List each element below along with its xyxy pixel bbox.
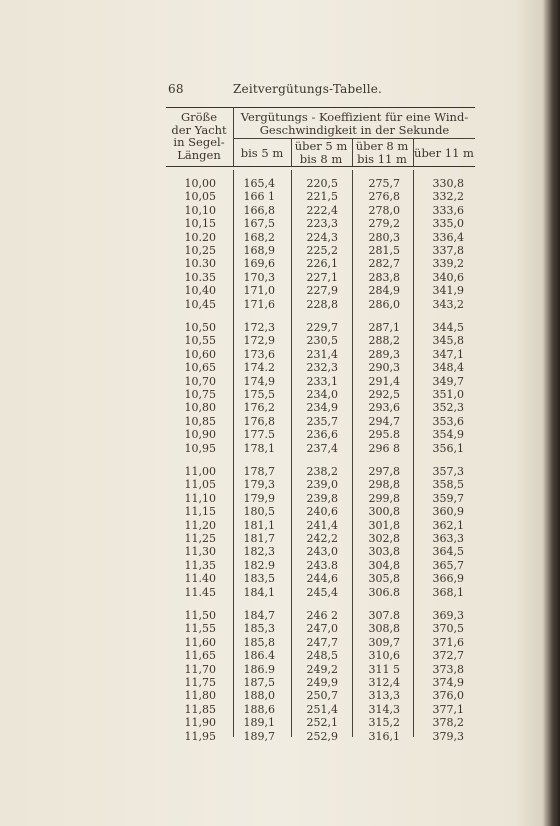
coef-5-8m-cell: 223,3 <box>306 217 338 231</box>
coef-8-11m-cell: 275,7 <box>368 177 400 190</box>
table-row <box>166 622 475 635</box>
coef-8-11m-cell: 280,3 <box>368 230 400 244</box>
table-row <box>166 559 475 572</box>
table-row <box>166 361 475 374</box>
coef-5-8m-cell: 247,7 <box>306 635 338 649</box>
coef-8-11m-cell: 276,8 <box>368 190 400 204</box>
coef-8-11m-cell: 278,0 <box>368 203 400 217</box>
coef-over-11m-cell: 368,1 <box>432 585 464 599</box>
coef-bis-5m-cell: 179,3 <box>243 478 275 492</box>
header-size-line: Längen <box>177 147 221 162</box>
size-cell: 10,80 <box>184 401 216 415</box>
size-cell: 11,70 <box>184 662 216 676</box>
coef-5-8m-cell: 226,1 <box>306 257 338 271</box>
header-5-to-8m <box>291 140 351 165</box>
coef-bis-5m-cell: 180,5 <box>243 505 275 519</box>
coef-over-11m-cell: 378,2 <box>432 716 464 730</box>
coef-8-11m-cell: 297,8 <box>368 465 400 478</box>
table-row <box>166 586 475 599</box>
table-row <box>166 401 475 414</box>
table-row <box>166 609 475 622</box>
coef-8-11m-cell: 305,8 <box>368 572 400 586</box>
coef-over-11m-cell: 351,0 <box>432 387 464 401</box>
size-cell: 10,05 <box>184 190 216 204</box>
coef-5-8m-cell: 240,6 <box>306 505 338 519</box>
coef-5-8m-cell: 225,2 <box>306 243 338 257</box>
header-8-to-11m <box>352 140 412 165</box>
coef-5-8m-cell: 232,3 <box>306 361 338 375</box>
coef-over-11m-cell: 333,6 <box>432 203 464 217</box>
coef-bis-5m-cell: 168,9 <box>243 243 275 257</box>
coef-bis-5m-cell: 170,3 <box>243 270 275 284</box>
coef-bis-5m-cell: 186.4 <box>243 649 275 663</box>
coef-over-11m-cell: 336,4 <box>432 230 464 244</box>
table-row <box>166 298 475 311</box>
coef-bis-5m-cell: 182,3 <box>243 545 275 559</box>
size-cell: 10,25 <box>184 243 216 257</box>
coef-5-8m-cell: 249,9 <box>306 675 338 689</box>
table-row <box>166 492 475 505</box>
size-cell: 11,75 <box>184 675 216 689</box>
size-cell: 10.20 <box>184 230 216 244</box>
coef-5-8m-cell: 224,3 <box>306 230 338 244</box>
table-row <box>166 415 475 428</box>
coef-5-8m-cell: 239,8 <box>306 491 338 505</box>
coef-bis-5m-cell: 187,5 <box>243 675 275 689</box>
table-row <box>166 217 475 230</box>
table-row <box>166 532 475 545</box>
coef-bis-5m-cell: 176,8 <box>243 414 275 428</box>
coef-over-11m-cell: 377,1 <box>432 702 464 716</box>
coef-bis-5m-cell: 189,1 <box>243 716 275 730</box>
page-edge-shadow <box>542 0 560 826</box>
table-row <box>166 190 475 203</box>
coef-8-11m-cell: 301,8 <box>368 518 400 532</box>
coef-5-8m-cell: 250,7 <box>306 689 338 703</box>
coef-8-11m-cell: 295.8 <box>368 428 400 442</box>
coef-over-11m-cell: 345,8 <box>432 334 464 348</box>
coef-over-11m-cell: 363,3 <box>432 531 464 545</box>
coef-5-8m-cell: 251,4 <box>306 702 338 716</box>
coef-5-8m-cell: 252,9 <box>306 729 338 743</box>
coef-5-8m-cell: 227,1 <box>306 270 338 284</box>
size-cell: 10,60 <box>184 347 216 361</box>
coef-8-11m-cell: 286,0 <box>368 297 400 311</box>
page-number: 68 <box>168 82 184 96</box>
coef-5-8m-cell: 233,1 <box>306 374 338 388</box>
coef-5-8m-cell: 238,2 <box>306 465 338 478</box>
coef-bis-5m-cell: 181,1 <box>243 518 275 532</box>
coef-over-11m-cell: 371,6 <box>432 635 464 649</box>
header-size-line: der Yacht <box>171 122 227 137</box>
coef-over-11m-cell: 339,2 <box>432 257 464 271</box>
coef-5-8m-cell: 243.8 <box>306 558 338 572</box>
coef-8-11m-cell: 296 8 <box>368 441 400 455</box>
table-row <box>166 257 475 270</box>
coef-8-11m-cell: 294,7 <box>368 414 400 428</box>
coef-8-11m-cell: 307.8 <box>368 609 400 622</box>
size-cell: 11,15 <box>184 505 216 519</box>
row-group <box>166 177 475 311</box>
running-title: Zeitvergütungs-Tabelle. <box>233 82 383 96</box>
coef-8-11m-cell: 281,5 <box>368 243 400 257</box>
table-row <box>166 505 475 518</box>
header-coef-line: Geschwindigkeit in der Sekunde <box>259 122 450 137</box>
size-cell: 11,85 <box>184 702 216 716</box>
coef-8-11m-cell: 291,4 <box>368 374 400 388</box>
coef-over-11m-cell: 374,9 <box>432 675 464 689</box>
coef-over-11m-cell: 343,2 <box>432 297 464 311</box>
coef-5-8m-cell: 243,0 <box>306 545 338 559</box>
coef-5-8m-cell: 244,6 <box>306 572 338 586</box>
size-cell: 11,55 <box>184 622 216 636</box>
coef-over-11m-cell: 337,8 <box>432 243 464 257</box>
table-row <box>166 348 475 361</box>
table-row <box>166 442 475 455</box>
coef-bis-5m-cell: 165,4 <box>243 177 275 190</box>
coef-bis-5m-cell: 188,6 <box>243 702 275 716</box>
coef-8-11m-cell: 299,8 <box>368 491 400 505</box>
table-row <box>166 545 475 558</box>
table-top-rule <box>166 107 475 108</box>
coef-over-11m-cell: 369,3 <box>432 609 464 622</box>
row-group <box>166 609 475 743</box>
coef-bis-5m-cell: 171,0 <box>243 284 275 298</box>
coef-over-11m-cell: 366,9 <box>432 572 464 586</box>
coef-5-8m-cell: 248,5 <box>306 649 338 663</box>
size-cell: 11,80 <box>184 689 216 703</box>
coef-8-11m-cell: 304,8 <box>368 558 400 572</box>
size-cell: 10,65 <box>184 361 216 375</box>
size-cell: 10,45 <box>184 297 216 311</box>
coef-8-11m-cell: 302,8 <box>368 531 400 545</box>
coef-8-11m-cell: 288,2 <box>368 334 400 348</box>
size-cell: 11,25 <box>184 531 216 545</box>
header-subrule <box>233 138 475 139</box>
coef-over-11m-cell: 348,4 <box>432 361 464 375</box>
coef-5-8m-cell: 230,5 <box>306 334 338 348</box>
coef-5-8m-cell: 221,5 <box>306 190 338 204</box>
header-bis-5m: bis 5 m <box>240 146 284 160</box>
coef-over-11m-cell: 341,9 <box>432 284 464 298</box>
coef-5-8m-cell: 242,2 <box>306 531 338 545</box>
coef-bis-5m-cell: 183,5 <box>243 572 275 586</box>
coef-8-11m-cell: 282,7 <box>368 257 400 271</box>
size-cell: 10,00 <box>184 177 216 190</box>
coef-over-11m-cell: 362,1 <box>432 518 464 532</box>
size-cell: 11.45 <box>184 585 216 599</box>
table-row <box>166 649 475 662</box>
header-size-line: in Segel- <box>173 135 225 149</box>
table-row <box>166 388 475 401</box>
coef-bis-5m-cell: 178,7 <box>243 465 275 478</box>
table-row <box>166 244 475 257</box>
coef-8-11m-cell: 300,8 <box>368 505 400 519</box>
coef-over-11m-cell: 344,5 <box>432 321 464 334</box>
coef-bis-5m-cell: 166 1 <box>243 190 275 204</box>
size-cell: 10,85 <box>184 414 216 428</box>
coef-bis-5m-cell: 169,6 <box>243 257 275 271</box>
size-cell: 11,05 <box>184 478 216 492</box>
coef-8-11m-cell: 313,3 <box>368 689 400 703</box>
coef-5-8m-cell: 235,7 <box>306 414 338 428</box>
coef-over-11m-cell: 357,3 <box>432 465 464 478</box>
coef-8-11m-cell: 316,1 <box>368 729 400 743</box>
coef-bis-5m-cell: 174,9 <box>243 374 275 388</box>
coef-5-8m-cell: 236,6 <box>306 428 338 442</box>
coef-8-11m-cell: 311 5 <box>368 662 400 676</box>
coef-bis-5m-cell: 168,2 <box>243 230 275 244</box>
coef-bis-5m-cell: 182.9 <box>243 558 275 572</box>
table-row <box>166 676 475 689</box>
coef-5-8m-cell: 247,0 <box>306 622 338 636</box>
size-cell: 11,65 <box>184 649 216 663</box>
size-cell: 10,50 <box>184 321 216 334</box>
coef-5-8m-cell: 231,4 <box>306 347 338 361</box>
header-sub-line: bis 8 m <box>299 151 343 166</box>
coef-5-8m-cell: 229,7 <box>306 321 338 334</box>
coef-8-11m-cell: 283,8 <box>368 270 400 284</box>
table-row <box>166 271 475 284</box>
coef-bis-5m-cell: 184,7 <box>243 609 275 622</box>
row-group <box>166 321 475 455</box>
table-row <box>166 663 475 676</box>
coef-bis-5m-cell: 172,3 <box>243 321 275 334</box>
coef-over-11m-cell: 359,7 <box>432 491 464 505</box>
table-row <box>166 703 475 716</box>
size-cell: 10,75 <box>184 387 216 401</box>
size-cell: 10,15 <box>184 217 216 231</box>
coef-5-8m-cell: 234,9 <box>306 401 338 415</box>
size-cell: 11,10 <box>184 491 216 505</box>
table-row <box>166 465 475 478</box>
size-cell: 10,10 <box>184 203 216 217</box>
coef-5-8m-cell: 241,4 <box>306 518 338 532</box>
header-size-line: Größe <box>180 110 218 124</box>
coef-bis-5m-cell: 176,2 <box>243 401 275 415</box>
coef-5-8m-cell: 222,4 <box>306 203 338 217</box>
table-row <box>166 730 475 743</box>
coef-5-8m-cell: 246 2 <box>306 609 338 622</box>
size-cell: 11,20 <box>184 518 216 532</box>
size-cell: 11,30 <box>184 545 216 559</box>
coef-bis-5m-cell: 171,6 <box>243 297 275 311</box>
coef-8-11m-cell: 309,7 <box>368 635 400 649</box>
size-cell: 10.30 <box>184 257 216 271</box>
coef-8-11m-cell: 279,2 <box>368 217 400 231</box>
coef-8-11m-cell: 314,3 <box>368 702 400 716</box>
coef-bis-5m-cell: 185,8 <box>243 635 275 649</box>
header-coefficient <box>234 111 475 136</box>
coef-bis-5m-cell: 167,5 <box>243 217 275 231</box>
table-row <box>166 689 475 702</box>
header-sub-line: über 5 m <box>294 139 348 153</box>
coef-bis-5m-cell: 188,0 <box>243 689 275 703</box>
coef-8-11m-cell: 298,8 <box>368 478 400 492</box>
coef-over-11m-cell: 330,8 <box>432 177 464 190</box>
coef-5-8m-cell: 252,1 <box>306 716 338 730</box>
coef-bis-5m-cell: 179,9 <box>243 491 275 505</box>
coef-5-8m-cell: 237,4 <box>306 441 338 455</box>
size-cell: 10,70 <box>184 374 216 388</box>
coef-over-11m-cell: 364,5 <box>432 545 464 559</box>
table-row <box>166 428 475 441</box>
header-coef-line: Vergütungs - Koeffizient für eine Wind- <box>240 110 469 124</box>
table-header-rule <box>166 166 475 167</box>
coef-5-8m-cell: 249,2 <box>306 662 338 676</box>
coef-over-11m-cell: 365,7 <box>432 558 464 572</box>
table-row <box>166 321 475 334</box>
coef-bis-5m-cell: 174.2 <box>243 361 275 375</box>
size-cell: 10.35 <box>184 270 216 284</box>
coef-over-11m-cell: 376,0 <box>432 689 464 703</box>
size-cell: 11,00 <box>184 465 216 478</box>
coef-bis-5m-cell: 189,7 <box>243 729 275 743</box>
coef-5-8m-cell: 239,0 <box>306 478 338 492</box>
coef-over-11m-cell: 340,6 <box>432 270 464 284</box>
coef-8-11m-cell: 284,9 <box>368 284 400 298</box>
row-group <box>166 465 475 599</box>
coef-8-11m-cell: 315,2 <box>368 716 400 730</box>
coef-8-11m-cell: 306.8 <box>368 585 400 599</box>
table-row <box>166 478 475 491</box>
header-yacht-size <box>166 111 232 161</box>
table-row <box>166 375 475 388</box>
table-row <box>166 519 475 532</box>
coef-8-11m-cell: 312,4 <box>368 675 400 689</box>
coef-5-8m-cell: 234,0 <box>306 387 338 401</box>
coef-5-8m-cell: 228,8 <box>306 297 338 311</box>
coef-over-11m-cell: 360,9 <box>432 505 464 519</box>
table-row <box>166 334 475 347</box>
table-row <box>166 716 475 729</box>
coef-over-11m-cell: 372,7 <box>432 649 464 663</box>
coef-bis-5m-cell: 186.9 <box>243 662 275 676</box>
table-row <box>166 177 475 190</box>
coef-bis-5m-cell: 177.5 <box>243 428 275 442</box>
coef-bis-5m-cell: 172,9 <box>243 334 275 348</box>
size-cell: 11,90 <box>184 716 216 730</box>
coef-8-11m-cell: 310,6 <box>368 649 400 663</box>
size-cell: 10,40 <box>184 284 216 298</box>
header-sub-line: über 8 m <box>355 139 409 153</box>
coef-8-11m-cell: 293,6 <box>368 401 400 415</box>
table-row <box>166 204 475 217</box>
coef-8-11m-cell: 290,3 <box>368 361 400 375</box>
coef-over-11m-cell: 370,5 <box>432 622 464 636</box>
size-cell: 11,95 <box>184 729 216 743</box>
coef-over-11m-cell: 349,7 <box>432 374 464 388</box>
size-cell: 11,50 <box>184 609 216 622</box>
coef-5-8m-cell: 220,5 <box>306 177 338 190</box>
coef-bis-5m-cell: 173,6 <box>243 347 275 361</box>
size-cell: 11.40 <box>184 572 216 586</box>
coef-over-11m-cell: 335,0 <box>432 217 464 231</box>
coef-over-11m-cell: 373,8 <box>432 662 464 676</box>
coef-over-11m-cell: 352,3 <box>432 401 464 415</box>
coef-over-11m-cell: 347,1 <box>432 347 464 361</box>
coef-bis-5m-cell: 184,1 <box>243 585 275 599</box>
table-row <box>166 572 475 585</box>
coef-over-11m-cell: 332,2 <box>432 190 464 204</box>
size-cell: 11,35 <box>184 558 216 572</box>
header-over-11m: über 11 m <box>414 146 474 160</box>
coef-8-11m-cell: 308,8 <box>368 622 400 636</box>
coef-over-11m-cell: 356,1 <box>432 441 464 455</box>
coef-8-11m-cell: 289,3 <box>368 347 400 361</box>
table-row <box>166 284 475 297</box>
table-row <box>166 636 475 649</box>
size-cell: 11,60 <box>184 635 216 649</box>
coef-bis-5m-cell: 181,7 <box>243 531 275 545</box>
coef-5-8m-cell: 227,9 <box>306 284 338 298</box>
coef-over-11m-cell: 353,6 <box>432 414 464 428</box>
coef-over-11m-cell: 379,3 <box>432 729 464 743</box>
table-row <box>166 231 475 244</box>
size-cell: 10,90 <box>184 428 216 442</box>
coef-bis-5m-cell: 175,5 <box>243 387 275 401</box>
coef-bis-5m-cell: 166,8 <box>243 203 275 217</box>
coef-8-11m-cell: 287,1 <box>368 321 400 334</box>
size-cell: 10,95 <box>184 441 216 455</box>
coef-over-11m-cell: 354,9 <box>432 428 464 442</box>
coef-5-8m-cell: 245,4 <box>306 585 338 599</box>
header-sub-line: bis 11 m <box>357 151 407 166</box>
coef-bis-5m-cell: 178,1 <box>243 441 275 455</box>
coef-over-11m-cell: 358,5 <box>432 478 464 492</box>
size-cell: 10,55 <box>184 334 216 348</box>
coef-8-11m-cell: 303,8 <box>368 545 400 559</box>
coef-8-11m-cell: 292,5 <box>368 387 400 401</box>
coef-bis-5m-cell: 185,3 <box>243 622 275 636</box>
